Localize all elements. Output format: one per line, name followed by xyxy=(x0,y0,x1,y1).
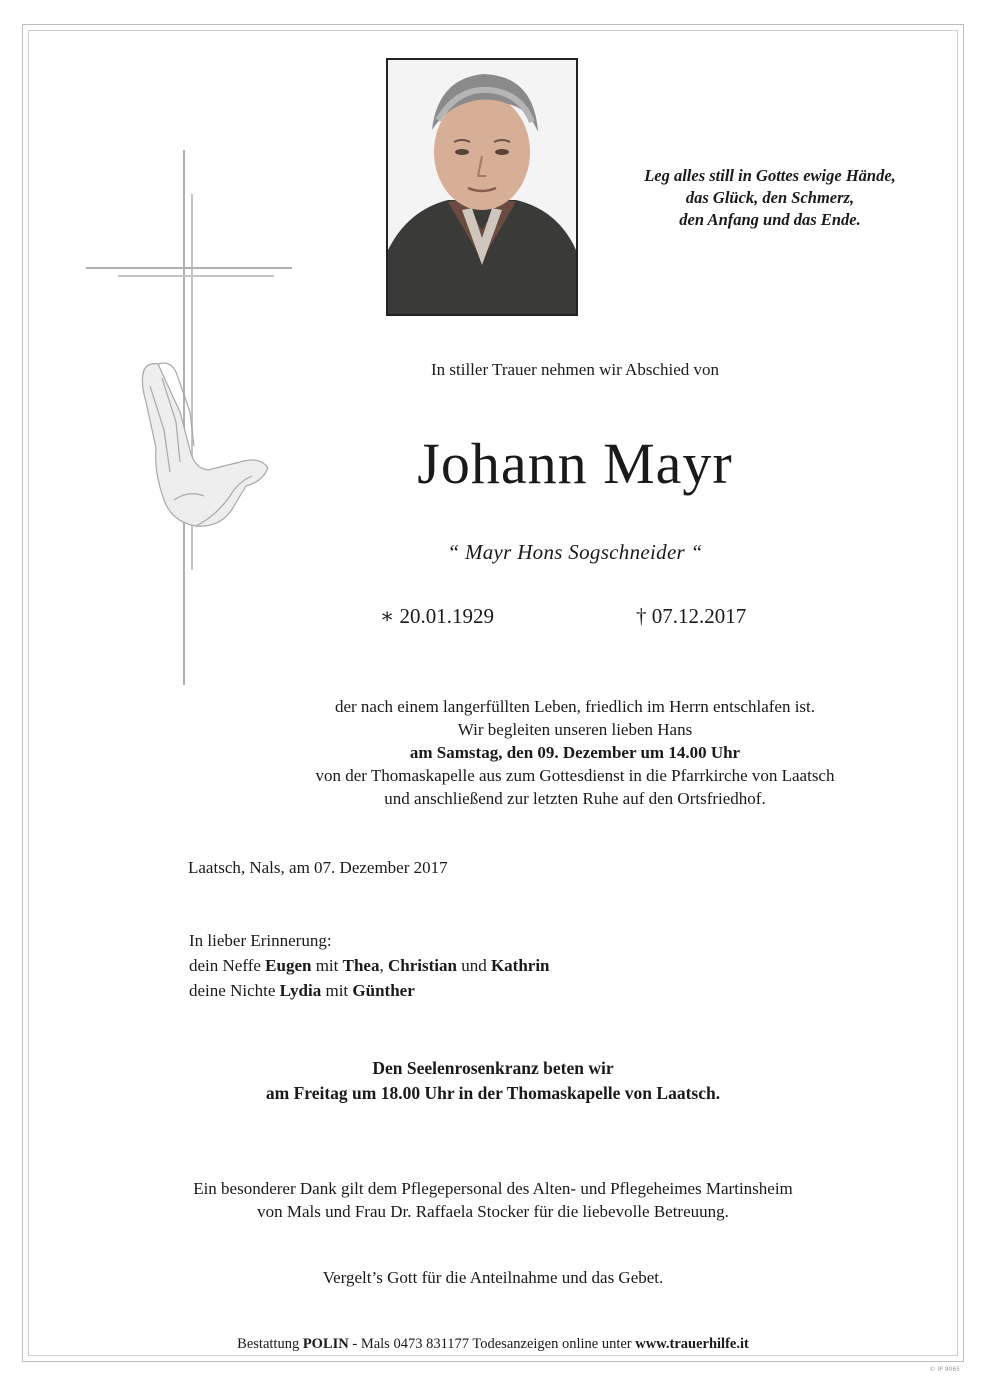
praying-hands-icon xyxy=(142,363,268,526)
thanks-line: Ein besonderer Dank gilt dem Pflegepersonal des Alten- und Pflegeheimes Martinsheim xyxy=(193,1179,793,1198)
footer-text: - Mals 0473 831177 Todesanzeigen online unter xyxy=(348,1336,636,1352)
closing-thanks: Vergelt’s Gott für die Anteilnahme und das Gebet. xyxy=(322,1268,664,1287)
cross-icon xyxy=(86,150,292,685)
death-date: † 07.12.2017 xyxy=(636,604,747,628)
thanks-line: von Mals und Frau Dr. Raffaela Stocker für die liebevolle Betreuung. xyxy=(257,1202,729,1221)
verse-line: das Glück, den Schmerz, xyxy=(685,188,855,207)
memory-line xyxy=(189,978,550,1003)
mourner-name: Thea xyxy=(342,956,380,975)
verse-line: den Anfang und das Ende. xyxy=(679,210,861,229)
memory-text: deine Nichte xyxy=(189,981,280,1000)
verse-quote xyxy=(600,165,940,231)
memory-text: mit xyxy=(321,981,353,1000)
verse-line: Leg alles still in Gottes ewige Hände, xyxy=(644,166,896,185)
place-and-date: Laatsch, Nals, am 07. Dezember 2017 xyxy=(188,858,448,877)
deceased-name: Johann Mayr xyxy=(417,431,733,496)
rosary-line: am Freitag um 18.00 Uhr in der Thomaskapelle von Laatsch. xyxy=(265,1083,721,1103)
mourner-name: Christian xyxy=(387,956,457,975)
intro-text: In stiller Trauer nehmen wir Abschied von xyxy=(430,360,719,379)
funeral-announcement xyxy=(200,695,950,810)
footer-url: www.trauerhilfe.it xyxy=(635,1336,749,1352)
memory-heading: In lieber Erinnerung: xyxy=(189,931,332,950)
mourner-name: Günther xyxy=(352,981,415,1000)
footer-funeral-home xyxy=(100,1336,886,1353)
nickname: “ Mayr Hons Sogschneider “ xyxy=(447,540,703,564)
announce-line: der nach einem langerfüllten Leben, friedlich im Herrn entschlafen ist. xyxy=(334,697,816,716)
announce-line: und anschließend zur letzten Ruhe auf den Ortsfriedhof. xyxy=(384,789,766,808)
funeral-home-name: POLIN xyxy=(302,1336,349,1352)
mourner-name: Lydia xyxy=(279,981,322,1000)
thanks-note xyxy=(100,1177,886,1223)
memory-text: und xyxy=(456,956,491,975)
memory-text: dein Neffe xyxy=(189,956,266,975)
announce-line: von der Thomaskapelle aus zum Gottesdienst in die Pfarrkirche von Laatsch xyxy=(315,766,835,785)
mourner-name: Eugen xyxy=(265,956,312,975)
mourner-name: Kathrin xyxy=(490,956,550,975)
print-code: © IP 9065 xyxy=(929,1366,960,1373)
mourners-list xyxy=(189,928,550,1003)
memory-text: mit xyxy=(311,956,343,975)
footer-text: Bestattung xyxy=(237,1336,303,1352)
portrait-illustration xyxy=(388,60,576,314)
funeral-date-time: am Samstag, den 09. Dezember um 14.00 Uhr xyxy=(409,743,741,762)
cross-and-praying-hands xyxy=(84,150,296,690)
birth-date: ∗ 20.01.1929 xyxy=(380,604,495,628)
rosary-notice xyxy=(150,1056,836,1106)
memory-line xyxy=(189,953,550,978)
portrait-photo xyxy=(386,58,578,316)
memory-text: , xyxy=(379,956,388,975)
announce-line: Wir begleiten unseren lieben Hans xyxy=(457,720,693,739)
rosary-line: Den Seelenrosenkranz beten wir xyxy=(372,1058,614,1078)
